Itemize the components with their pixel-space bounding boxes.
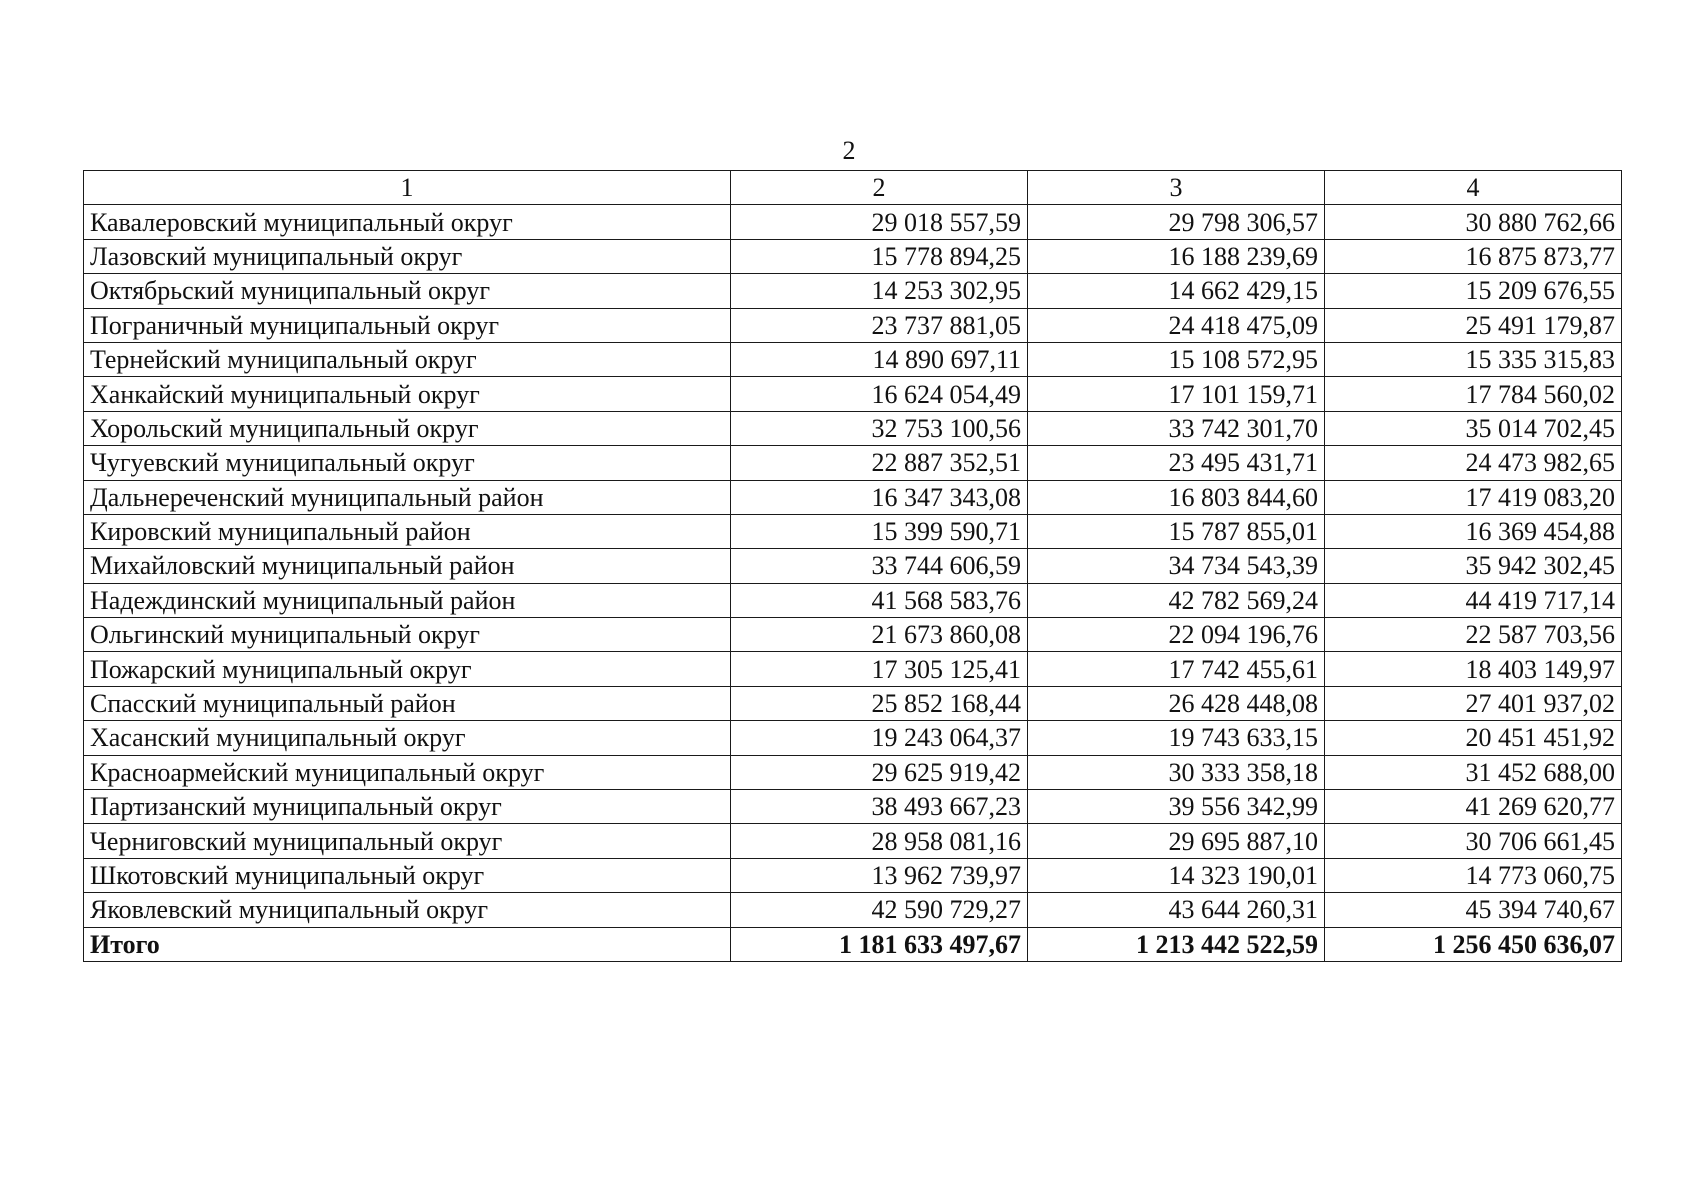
table-row bbox=[84, 274, 1622, 308]
page-number: 2 bbox=[842, 136, 856, 165]
table-row bbox=[84, 652, 1622, 686]
table-row bbox=[84, 755, 1622, 789]
value-col3-cell: 30 333 358,18 bbox=[1028, 755, 1325, 789]
table-row bbox=[84, 790, 1622, 824]
value-col4-cell: 31 452 688,00 bbox=[1325, 755, 1622, 789]
value-col2-cell: 22 887 352,51 bbox=[731, 446, 1028, 480]
value-col3-cell: 43 644 260,31 bbox=[1028, 893, 1325, 927]
value-col2-cell: 23 737 881,05 bbox=[731, 308, 1028, 342]
value-col3-cell: 14 323 190,01 bbox=[1028, 858, 1325, 892]
value-col3-cell: 15 787 855,01 bbox=[1028, 514, 1325, 548]
district-name-cell: Хасанский муниципальный округ bbox=[84, 721, 731, 755]
value-col4-cell: 45 394 740,67 bbox=[1325, 893, 1622, 927]
value-col2-cell: 14 890 697,11 bbox=[731, 342, 1028, 376]
district-name-cell: Тернейский муниципальный округ bbox=[84, 342, 731, 376]
data-table bbox=[83, 170, 1622, 962]
value-col2-cell: 41 568 583,76 bbox=[731, 583, 1028, 617]
district-name-cell: Ольгинский муниципальный округ bbox=[84, 618, 731, 652]
value-col4-cell: 15 209 676,55 bbox=[1325, 274, 1622, 308]
district-name-cell: Шкотовский муниципальный округ bbox=[84, 858, 731, 892]
value-col4-cell: 44 419 717,14 bbox=[1325, 583, 1622, 617]
district-name-cell: Красноармейский муниципальный округ bbox=[84, 755, 731, 789]
table-row bbox=[84, 618, 1622, 652]
table-row bbox=[84, 446, 1622, 480]
district-name-cell: Чугуевский муниципальный округ bbox=[84, 446, 731, 480]
district-name-cell: Яковлевский муниципальный округ bbox=[84, 893, 731, 927]
total-value-col3: 1 213 442 522,59 bbox=[1028, 927, 1325, 961]
value-col4-cell: 35 942 302,45 bbox=[1325, 549, 1622, 583]
value-col4-cell: 25 491 179,87 bbox=[1325, 308, 1622, 342]
value-col4-cell: 16 875 873,77 bbox=[1325, 239, 1622, 273]
value-col4-cell: 35 014 702,45 bbox=[1325, 411, 1622, 445]
table-row bbox=[84, 583, 1622, 617]
value-col4-cell: 22 587 703,56 bbox=[1325, 618, 1622, 652]
value-col2-cell: 13 962 739,97 bbox=[731, 858, 1028, 892]
value-col4-cell: 14 773 060,75 bbox=[1325, 858, 1622, 892]
value-col4-cell: 17 419 083,20 bbox=[1325, 480, 1622, 514]
table-row bbox=[84, 239, 1622, 273]
value-col2-cell: 15 399 590,71 bbox=[731, 514, 1028, 548]
district-name-cell: Партизанский муниципальный округ bbox=[84, 790, 731, 824]
table-row bbox=[84, 342, 1622, 376]
value-col3-cell: 39 556 342,99 bbox=[1028, 790, 1325, 824]
table-body bbox=[84, 205, 1622, 927]
value-col2-cell: 42 590 729,27 bbox=[731, 893, 1028, 927]
table-row bbox=[84, 824, 1622, 858]
table-row bbox=[84, 893, 1622, 927]
table-row bbox=[84, 411, 1622, 445]
value-col2-cell: 16 347 343,08 bbox=[731, 480, 1028, 514]
column-header-4: 4 bbox=[1325, 171, 1622, 205]
value-col4-cell: 17 784 560,02 bbox=[1325, 377, 1622, 411]
total-label: Итого bbox=[84, 927, 731, 961]
value-col4-cell: 41 269 620,77 bbox=[1325, 790, 1622, 824]
value-col2-cell: 16 624 054,49 bbox=[731, 377, 1028, 411]
value-col2-cell: 17 305 125,41 bbox=[731, 652, 1028, 686]
value-col3-cell: 34 734 543,39 bbox=[1028, 549, 1325, 583]
value-col3-cell: 23 495 431,71 bbox=[1028, 446, 1325, 480]
value-col4-cell: 30 880 762,66 bbox=[1325, 205, 1622, 239]
table-row bbox=[84, 721, 1622, 755]
value-col3-cell: 15 108 572,95 bbox=[1028, 342, 1325, 376]
table-row bbox=[84, 514, 1622, 548]
district-name-cell: Пограничный муниципальный округ bbox=[84, 308, 731, 342]
value-col3-cell: 42 782 569,24 bbox=[1028, 583, 1325, 617]
value-col3-cell: 16 188 239,69 bbox=[1028, 239, 1325, 273]
value-col3-cell: 33 742 301,70 bbox=[1028, 411, 1325, 445]
column-header-1: 1 bbox=[84, 171, 731, 205]
total-row bbox=[84, 927, 1622, 961]
table-row bbox=[84, 686, 1622, 720]
district-name-cell: Михайловский муниципальный район bbox=[84, 549, 731, 583]
value-col4-cell: 24 473 982,65 bbox=[1325, 446, 1622, 480]
district-name-cell: Хорольский муниципальный округ bbox=[84, 411, 731, 445]
header-row bbox=[84, 171, 1622, 205]
value-col4-cell: 18 403 149,97 bbox=[1325, 652, 1622, 686]
table-row bbox=[84, 205, 1622, 239]
value-col3-cell: 17 101 159,71 bbox=[1028, 377, 1325, 411]
value-col3-cell: 29 798 306,57 bbox=[1028, 205, 1325, 239]
table-row bbox=[84, 549, 1622, 583]
value-col3-cell: 24 418 475,09 bbox=[1028, 308, 1325, 342]
value-col2-cell: 25 852 168,44 bbox=[731, 686, 1028, 720]
value-col3-cell: 22 094 196,76 bbox=[1028, 618, 1325, 652]
value-col2-cell: 38 493 667,23 bbox=[731, 790, 1028, 824]
district-name-cell: Дальнереченский муниципальный район bbox=[84, 480, 731, 514]
district-name-cell: Черниговский муниципальный округ bbox=[84, 824, 731, 858]
value-col4-cell: 16 369 454,88 bbox=[1325, 514, 1622, 548]
total-value-col2: 1 181 633 497,67 bbox=[731, 927, 1028, 961]
value-col3-cell: 17 742 455,61 bbox=[1028, 652, 1325, 686]
table-row bbox=[84, 480, 1622, 514]
total-value-col4: 1 256 450 636,07 bbox=[1325, 927, 1622, 961]
district-name-cell: Ханкайский муниципальный округ bbox=[84, 377, 731, 411]
table-row bbox=[84, 377, 1622, 411]
value-col4-cell: 20 451 451,92 bbox=[1325, 721, 1622, 755]
value-col4-cell: 27 401 937,02 bbox=[1325, 686, 1622, 720]
value-col3-cell: 26 428 448,08 bbox=[1028, 686, 1325, 720]
value-col2-cell: 14 253 302,95 bbox=[731, 274, 1028, 308]
value-col2-cell: 28 958 081,16 bbox=[731, 824, 1028, 858]
column-header-2: 2 bbox=[731, 171, 1028, 205]
value-col2-cell: 32 753 100,56 bbox=[731, 411, 1028, 445]
district-name-cell: Лазовский муниципальный округ bbox=[84, 239, 731, 273]
value-col3-cell: 19 743 633,15 bbox=[1028, 721, 1325, 755]
table-row bbox=[84, 308, 1622, 342]
district-name-cell: Спасский муниципальный район bbox=[84, 686, 731, 720]
column-header-3: 3 bbox=[1028, 171, 1325, 205]
value-col2-cell: 19 243 064,37 bbox=[731, 721, 1028, 755]
value-col4-cell: 15 335 315,83 bbox=[1325, 342, 1622, 376]
district-name-cell: Пожарский муниципальный округ bbox=[84, 652, 731, 686]
value-col3-cell: 14 662 429,15 bbox=[1028, 274, 1325, 308]
value-col4-cell: 30 706 661,45 bbox=[1325, 824, 1622, 858]
district-name-cell: Кавалеровский муниципальный округ bbox=[84, 205, 731, 239]
district-name-cell: Октябрьский муниципальный округ bbox=[84, 274, 731, 308]
value-col3-cell: 16 803 844,60 bbox=[1028, 480, 1325, 514]
district-name-cell: Надеждинский муниципальный район bbox=[84, 583, 731, 617]
value-col3-cell: 29 695 887,10 bbox=[1028, 824, 1325, 858]
value-col2-cell: 29 625 919,42 bbox=[731, 755, 1028, 789]
value-col2-cell: 21 673 860,08 bbox=[731, 618, 1028, 652]
value-col2-cell: 33 744 606,59 bbox=[731, 549, 1028, 583]
value-col2-cell: 15 778 894,25 bbox=[731, 239, 1028, 273]
district-name-cell: Кировский муниципальный район bbox=[84, 514, 731, 548]
table-row bbox=[84, 858, 1622, 892]
value-col2-cell: 29 018 557,59 bbox=[731, 205, 1028, 239]
